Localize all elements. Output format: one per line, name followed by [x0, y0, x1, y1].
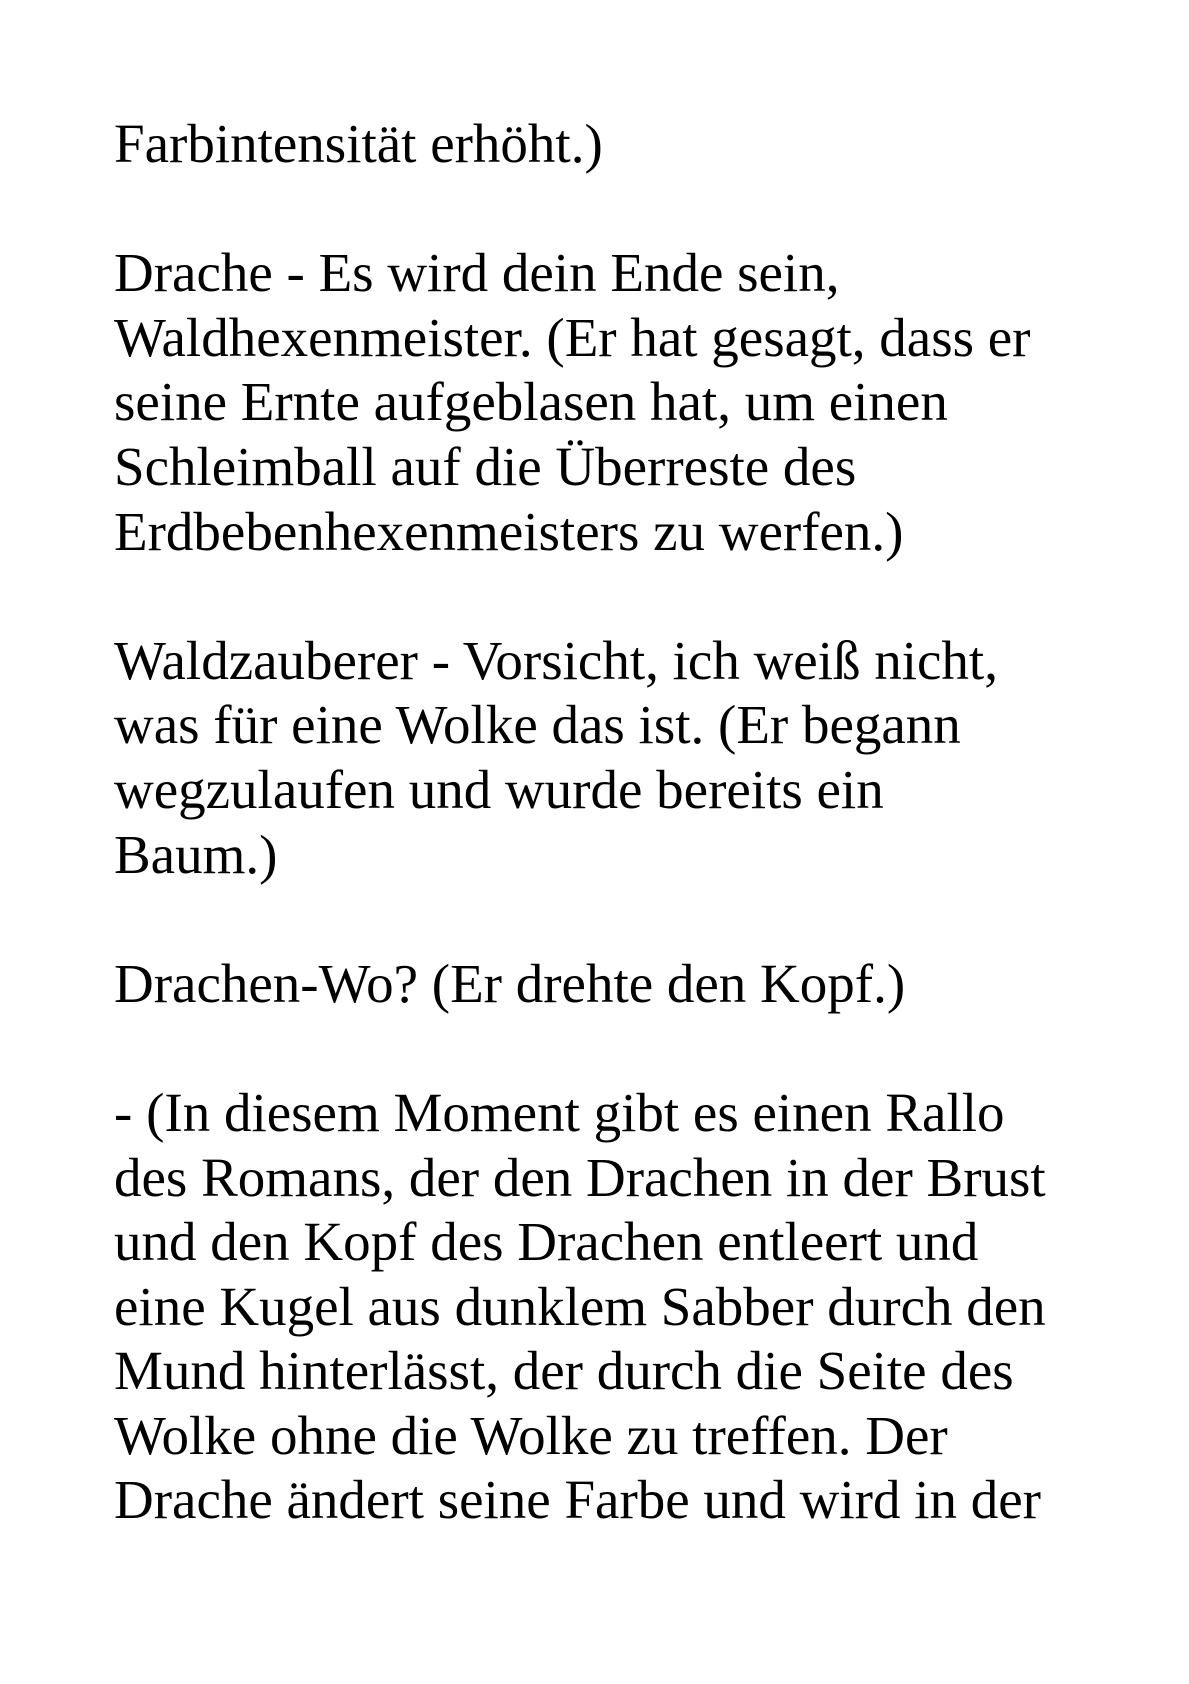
text-line: was für eine Wolke das ist. (Er begann: [114, 694, 961, 756]
text-line: des Romans, der den Drachen in der Brust: [114, 1146, 1046, 1208]
text-line: Drachen-Wo? (Er drehte den Kopf.): [114, 952, 906, 1014]
text-line: Erdbebenhexenmeisters zu werfen.): [114, 500, 904, 562]
text-line: Waldhexenmeister. (Er hat gesagt, dass er: [114, 306, 1031, 368]
blank-line: [114, 1016, 1154, 1081]
blank-line: [114, 177, 1154, 242]
text-line: seine Ernte aufgeblasen hat, um einen: [114, 371, 948, 433]
text-line: Drache - Es wird dein Ende sein,: [114, 242, 840, 304]
text-line: Mund hinterlässt, der durch die Seite des: [114, 1340, 1014, 1402]
text-line: und den Kopf des Drachen entleert und: [114, 1211, 979, 1273]
text-line: Waldzauberer - Vorsicht, ich weiß nicht,: [114, 629, 998, 691]
text-line: Farbintensität erhöht.): [114, 113, 603, 174]
document-text: [114, 112, 1154, 1533]
text-line: Baum.): [114, 823, 278, 885]
text-line: wegzulaufen und wurde bereits ein: [114, 758, 884, 820]
blank-line: [114, 564, 1154, 629]
blank-line: [114, 887, 1154, 952]
text-line: - (In diesem Moment gibt es einen Rallo: [114, 1081, 1005, 1143]
text-line: Wolke ohne die Wolke zu treffen. Der: [114, 1404, 948, 1466]
text-line: Schleimball auf die Überreste des: [114, 435, 857, 497]
text-line: eine Kugel aus dunklem Sabber durch den: [114, 1275, 1046, 1337]
text-line: Drache ändert seine Farbe und wird in der: [114, 1469, 1041, 1531]
